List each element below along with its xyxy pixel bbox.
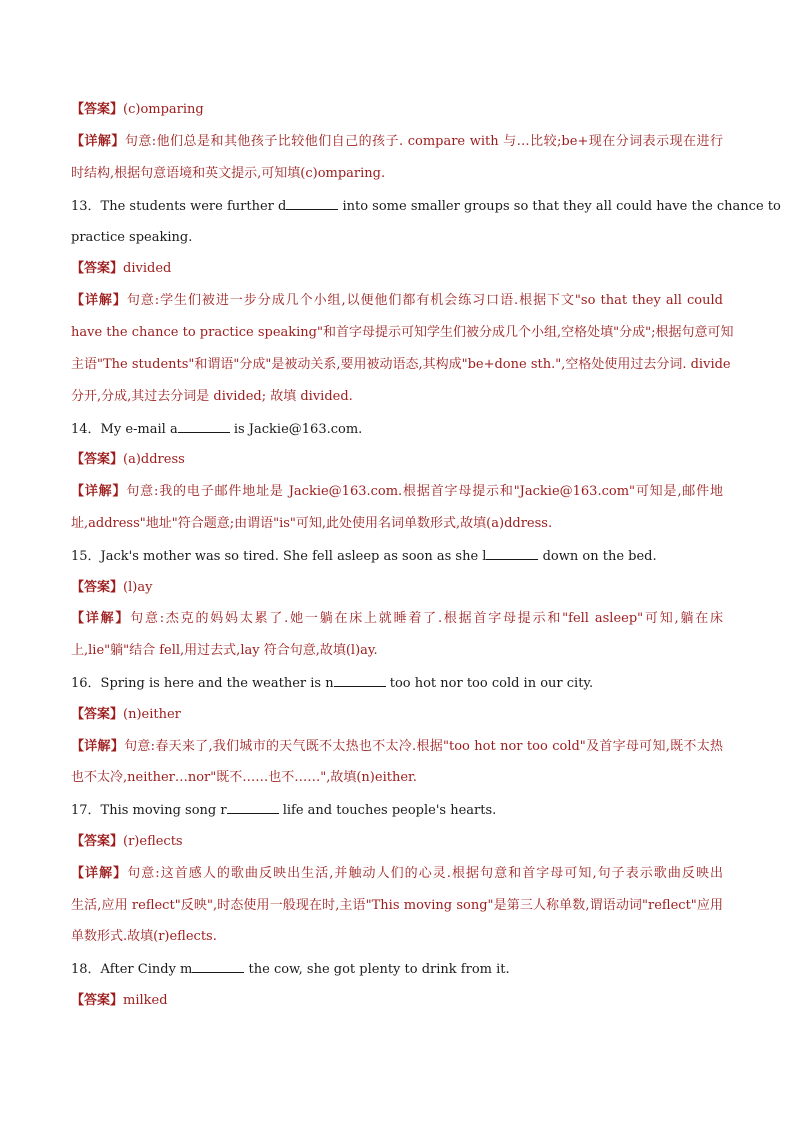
- question-15: [71, 548, 723, 565]
- detail-13-line2: have the chance to practice speaking"和首字母提示可知学生们被分成几个小组,空格处填"分成";根据句意可知: [71, 325, 734, 340]
- detail-14-line2: 址,address"地址"符合题意;由谓语"is"可知,此处使用名词单数形式,故填(a)ddress.: [71, 516, 553, 531]
- answer-16: [71, 707, 723, 723]
- detail-12-line1: [71, 134, 723, 150]
- answer-13: [71, 261, 723, 277]
- detail-17-line2: 生活,应用 reflect"反映",时态使用一般现在时,主语"This moving song"是第三人称单数,谓语动词"reflect"应用: [71, 898, 723, 913]
- detail-15-line1: [71, 611, 723, 627]
- detail-17-line1: [71, 866, 723, 882]
- question-14: [71, 421, 723, 438]
- answer-label: 【答案】: [71, 261, 124, 276]
- detail-14-line1: [71, 484, 723, 500]
- question-18: [71, 961, 723, 978]
- question-text: too hot nor too cold in our city.: [389, 676, 594, 691]
- question-text: 13．The students were further d: [71, 199, 287, 214]
- detail-text: 句意:学生们被进一步分成几个小组,以便他们都有机会练习口语.根据下文"so that they all could: [126, 293, 723, 308]
- question-text: 17．This moving song r: [71, 803, 227, 818]
- detail-13-line4: 分开,分成,其过去分词是 divided; 故填 divided.: [71, 389, 353, 404]
- question-text: down on the bed.: [542, 549, 657, 564]
- answer-label: 【答案】: [71, 580, 124, 595]
- question-13: [71, 198, 781, 215]
- question-text: 14．My e-mail a: [71, 422, 178, 437]
- answer-blank: [286, 198, 338, 210]
- answer-label: 【答案】: [71, 102, 124, 117]
- detail-label: 【详解】: [71, 293, 127, 308]
- answer-text: (l)ay: [123, 580, 153, 595]
- answer-15: [71, 580, 723, 596]
- question-13-line2: practice speaking.: [71, 230, 193, 245]
- question-text: life and touches people's hearts.: [282, 803, 497, 818]
- detail-text: 句意:我的电子邮件地址是 Jackie@163.com.根据首字母提示和"Jackie@163.com"可知是,邮件地: [126, 484, 723, 499]
- question-16: [71, 675, 723, 692]
- detail-17-line3: 单数形式.故填(r)eflects.: [71, 929, 217, 944]
- detail-13-line1: [71, 293, 723, 309]
- detail-text: 句意:这首感人的歌曲反映出生活,并触动人们的心灵.根据句意和首字母可知,句子表示歌曲反映出: [127, 866, 723, 881]
- detail-label: 【详解】: [71, 739, 125, 754]
- answer-text: milked: [123, 993, 168, 1008]
- detail-12-line2: 时结构,根据句意语境和英文提示,可知填(c)omparing.: [71, 166, 386, 181]
- answer-text: (c)omparing: [123, 102, 204, 117]
- answer-text: divided: [123, 261, 172, 276]
- detail-15-line2: 上,lie"躺"结合 fell,用过去式,lay 符合句意,故填(l)ay.: [71, 643, 378, 658]
- question-text: into some smaller groups so that they all could have the chance to: [342, 199, 781, 214]
- detail-16-line1: [71, 739, 723, 755]
- answer-blank: [178, 421, 230, 433]
- question-17: [71, 802, 723, 819]
- detail-label: 【详解】: [71, 484, 127, 499]
- question-text: 16．Spring is here and the weather is n: [71, 676, 334, 691]
- answer-label: 【答案】: [71, 993, 124, 1008]
- answer-label: 【答案】: [71, 452, 124, 467]
- detail-16-line2: 也不太冷,neither…nor"既不……也不……",故填(n)either.: [71, 770, 417, 785]
- detail-label: 【详解】: [71, 866, 128, 881]
- detail-label: 【详解】: [71, 134, 125, 149]
- answer-17: [71, 834, 723, 850]
- answer-blank: [227, 802, 279, 814]
- detail-label: 【详解】: [71, 611, 131, 626]
- answer-label: 【答案】: [71, 834, 124, 849]
- answer-text: (a)ddress: [123, 452, 185, 467]
- answer-blank: [486, 548, 538, 560]
- answer-text: (r)eflects: [123, 834, 183, 849]
- question-text: 15．Jack's mother was so tired. She fell asleep as soon as she l: [71, 549, 487, 564]
- answer-label: 【答案】: [71, 707, 124, 722]
- answer-blank: [334, 675, 386, 687]
- answer-18: [71, 993, 723, 1009]
- question-text: 18．After Cindy m: [71, 962, 193, 977]
- question-text: is Jackie@163.com.: [233, 422, 363, 437]
- answer-text: (n)either: [123, 707, 181, 722]
- question-text: the cow, she got plenty to drink from it.: [248, 962, 510, 977]
- answer-blank: [192, 961, 244, 973]
- answer-12: [71, 102, 723, 118]
- detail-text: 句意:他们总是和其他孩子比较他们自己的孩子. compare with 与…比较;be+现在分词表示现在进行: [124, 134, 723, 149]
- detail-13-line3: 主语"The students"和谓语"分成"是被动关系,要用被动语态,其构成"be+done sth.",空格处使用过去分词. divide: [71, 357, 731, 372]
- detail-text: 句意:春天来了,我们城市的天气既不太热也不太冷.根据"too hot nor too cold"及首字母可知,既不太热: [124, 739, 723, 754]
- detail-text: 句意:杰克的妈妈太累了.她一躺在床上就睡着了.根据首字母提示和"fell asleep"可知,躺在床: [130, 611, 723, 626]
- answer-14: [71, 452, 723, 468]
